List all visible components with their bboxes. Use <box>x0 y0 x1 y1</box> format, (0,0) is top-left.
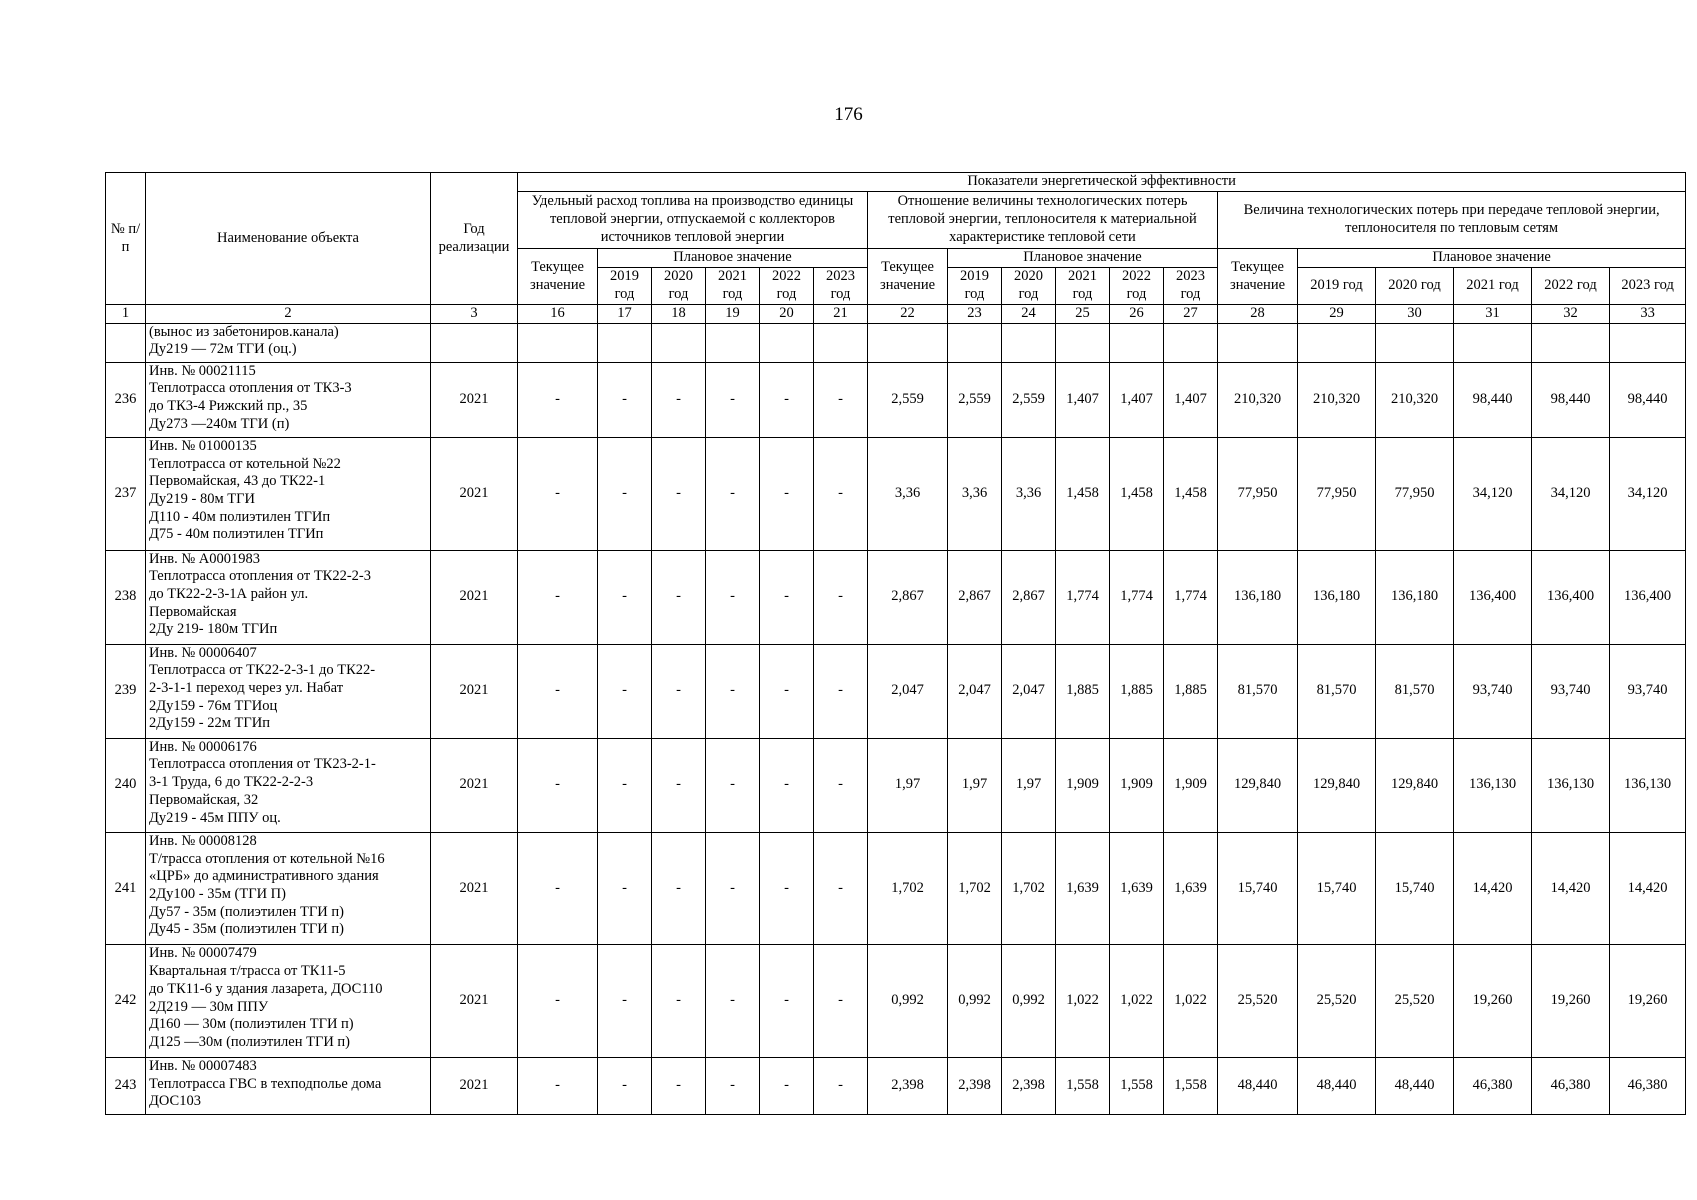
object-name-cell: Инв. № 00006176 Теплотрасса отопления от ТК23-2-1- 3-1 Труда, 6 до ТК22-2-2-3 Первомайская, 32 Ду219 - 45м ППУ оц. <box>146 738 431 832</box>
column-number-cell: 18 <box>652 305 706 324</box>
value-cell: 98,440 <box>1610 362 1686 437</box>
value-cell: - <box>518 1058 598 1115</box>
value-cell: - <box>598 644 652 738</box>
value-cell: 1,909 <box>1164 738 1218 832</box>
object-name-cell: Инв. № 00021115 Теплотрасса отопления от ТК3-3 до ТК3-4 Рижский пр., 35 Ду273 —240м ТГИ (п) <box>146 362 431 437</box>
year-cell: 2021 <box>431 362 518 437</box>
value-cell: 93,740 <box>1454 644 1532 738</box>
page-number: 176 <box>834 104 863 125</box>
value-cell: - <box>814 362 868 437</box>
cell <box>431 323 518 362</box>
value-cell: - <box>518 550 598 644</box>
value-cell: 3,36 <box>1002 438 1056 551</box>
value-cell: - <box>814 945 868 1058</box>
value-cell: - <box>706 550 760 644</box>
object-name-cell: (вынос из забетониров.канала) Ду219 — 72м ТГИ (оц.) <box>146 323 431 362</box>
value-cell: 1,885 <box>1110 644 1164 738</box>
table-row <box>106 644 1686 738</box>
value-cell: - <box>760 438 814 551</box>
value-cell: 77,950 <box>1376 438 1454 551</box>
row-number-cell: 243 <box>106 1058 146 1115</box>
value-cell: 46,380 <box>1532 1058 1610 1115</box>
value-cell: - <box>598 438 652 551</box>
value-cell: 2,867 <box>1002 550 1056 644</box>
value-cell: 210,320 <box>1298 362 1376 437</box>
value-cell: 34,120 <box>1454 438 1532 551</box>
value-cell: 25,520 <box>1298 945 1376 1058</box>
header-year-cell: 2022 год <box>760 268 814 305</box>
column-number-cell: 26 <box>1110 305 1164 324</box>
value-cell: 2,398 <box>868 1058 948 1115</box>
value-cell: - <box>760 832 814 945</box>
value-cell: - <box>760 550 814 644</box>
value-cell: 46,380 <box>1454 1058 1532 1115</box>
value-cell: 210,320 <box>1218 362 1298 437</box>
value-cell: 129,840 <box>1376 738 1454 832</box>
object-name-cell: Инв. № 00007483 Теплотрасса ГВС в техподполье дома ДОС103 <box>146 1058 431 1115</box>
value-cell: 1,702 <box>948 832 1002 945</box>
table-row <box>106 438 1686 551</box>
header-year-cell: 2019 год <box>948 268 1002 305</box>
value-cell: 1,407 <box>1110 362 1164 437</box>
value-cell: 2,867 <box>948 550 1002 644</box>
column-number-cell: 20 <box>760 305 814 324</box>
value-cell: 93,740 <box>1610 644 1686 738</box>
value-cell: 25,520 <box>1376 945 1454 1058</box>
value-cell: 15,740 <box>1218 832 1298 945</box>
row-number-cell: 237 <box>106 438 146 551</box>
header-year-cell: 2019 год <box>1298 268 1376 305</box>
column-numbers-row <box>106 305 1686 324</box>
value-cell: - <box>652 738 706 832</box>
value-cell: - <box>760 362 814 437</box>
value-cell: 1,885 <box>1056 644 1110 738</box>
value-cell: 19,260 <box>1454 945 1532 1058</box>
column-number-cell: 16 <box>518 305 598 324</box>
header-year-cell: 2021 год <box>1454 268 1532 305</box>
value-cell: 1,774 <box>1164 550 1218 644</box>
value-cell: - <box>598 362 652 437</box>
value-cell: 136,130 <box>1454 738 1532 832</box>
value-cell: 1,639 <box>1056 832 1110 945</box>
value-cell: 210,320 <box>1376 362 1454 437</box>
value-cell: - <box>814 644 868 738</box>
value-cell: 81,570 <box>1376 644 1454 738</box>
value-cell: - <box>652 438 706 551</box>
column-number-cell: 28 <box>1218 305 1298 324</box>
value-cell: - <box>814 738 868 832</box>
value-cell: - <box>652 832 706 945</box>
table-header <box>106 173 1686 324</box>
value-cell: 1,97 <box>948 738 1002 832</box>
value-cell: 1,639 <box>1164 832 1218 945</box>
header-year-cell: 2022 год <box>1532 268 1610 305</box>
value-cell: - <box>518 832 598 945</box>
column-number-cell: 2 <box>146 305 431 324</box>
header-year-cell: 2020 год <box>652 268 706 305</box>
value-cell: - <box>652 362 706 437</box>
object-name-cell: Инв. № 01000135 Теплотрасса от котельной №22 Первомайская, 43 до ТК22-1 Ду219 - 80м ТГИ Д110 - 40м полиэтилен ТГИп Д75 - 40м полиэтилен ТГИп <box>146 438 431 551</box>
column-number-cell: 25 <box>1056 305 1110 324</box>
value-cell: - <box>814 438 868 551</box>
column-number-cell: 29 <box>1298 305 1376 324</box>
value-cell: 136,400 <box>1610 550 1686 644</box>
value-cell: - <box>814 550 868 644</box>
value-cell: 0,992 <box>868 945 948 1058</box>
object-name-cell: Инв. № 00008128 Т/трасса отопления от котельной №16 «ЦРБ» до административного здания 2Ду100 - 35м (ТГИ П) Ду57 - 35м (полиэтилен ТГИ п) Ду45 - 35м (полиэтилен ТГИ п) <box>146 832 431 945</box>
value-cell: 129,840 <box>1298 738 1376 832</box>
value-cell: - <box>652 945 706 1058</box>
value-cell: 1,407 <box>1056 362 1110 437</box>
value-cell: - <box>706 1058 760 1115</box>
header-year-cell: 2023 год <box>1610 268 1686 305</box>
value-cell: 2,559 <box>948 362 1002 437</box>
value-cell: 1,909 <box>1056 738 1110 832</box>
value-cell: - <box>598 738 652 832</box>
value-cell: - <box>598 1058 652 1115</box>
value-cell: 0,992 <box>1002 945 1056 1058</box>
value-cell: 14,420 <box>1454 832 1532 945</box>
object-name-cell: Инв. № 00007479 Квартальная т/трасса от ТК11-5 до ТК11-6 у здания лазарета, ДОС110 2Д219 — 30м ППУ Д160 — 30м (полиэтилен ТГИ п) Д125 —30м (полиэтилен ТГИ п) <box>146 945 431 1058</box>
value-cell: - <box>518 438 598 551</box>
table-row <box>106 738 1686 832</box>
value-cell: 25,520 <box>1218 945 1298 1058</box>
value-cell: - <box>518 738 598 832</box>
value-cell: - <box>652 550 706 644</box>
row-number-cell: 242 <box>106 945 146 1058</box>
header-year-cell: 2020 год <box>1376 268 1454 305</box>
value-cell: 136,180 <box>1298 550 1376 644</box>
table-row <box>106 945 1686 1058</box>
table-row <box>106 1058 1686 1115</box>
value-cell: 1,022 <box>1110 945 1164 1058</box>
column-number-cell: 22 <box>868 305 948 324</box>
column-number-cell: 23 <box>948 305 1002 324</box>
value-cell: 3,36 <box>948 438 1002 551</box>
cell <box>106 323 146 362</box>
header-planned: Плановое значение <box>1298 249 1686 268</box>
value-cell: 2,559 <box>868 362 948 437</box>
value-cell: - <box>652 1058 706 1115</box>
column-number-cell: 19 <box>706 305 760 324</box>
value-cell: - <box>760 945 814 1058</box>
value-cell: 15,740 <box>1376 832 1454 945</box>
value-cell: 136,400 <box>1454 550 1532 644</box>
value-cell: 1,639 <box>1110 832 1164 945</box>
value-cell: - <box>598 945 652 1058</box>
column-number-cell: 3 <box>431 305 518 324</box>
column-number-cell: 1 <box>106 305 146 324</box>
header-year: Год реализации <box>431 173 518 305</box>
value-cell: - <box>814 1058 868 1115</box>
column-number-cell: 31 <box>1454 305 1532 324</box>
value-cell: 19,260 <box>1610 945 1686 1058</box>
value-cell: 15,740 <box>1298 832 1376 945</box>
value-cell: - <box>706 362 760 437</box>
column-number-cell: 27 <box>1164 305 1218 324</box>
value-cell: 98,440 <box>1454 362 1532 437</box>
value-cell: - <box>760 1058 814 1115</box>
year-cell: 2021 <box>431 1058 518 1115</box>
value-cell: 34,120 <box>1532 438 1610 551</box>
value-cell: 34,120 <box>1610 438 1686 551</box>
value-cell: 1,558 <box>1056 1058 1110 1115</box>
value-cell: 1,458 <box>1056 438 1110 551</box>
value-cell: - <box>706 832 760 945</box>
value-cell: 2,398 <box>948 1058 1002 1115</box>
value-cell: 14,420 <box>1532 832 1610 945</box>
column-number-cell: 21 <box>814 305 868 324</box>
value-cell: - <box>760 738 814 832</box>
header-year-cell: 2023 год <box>814 268 868 305</box>
header-group-ratio: Отношение величины технологических потерь тепловой энергии, теплоносителя к материальной характеристике тепловой сети <box>868 192 1218 249</box>
header-year-cell: 2021 год <box>706 268 760 305</box>
value-cell: 93,740 <box>1532 644 1610 738</box>
header-current: Текущее значение <box>518 249 598 305</box>
value-cell: - <box>706 738 760 832</box>
header-year-cell: 2021 год <box>1056 268 1110 305</box>
object-name-cell: Инв. № А0001983 Теплотрасса отопления от ТК22-2-3 до ТК22-2-3-1А район ул. Первомайская 2Ду 219- 180м ТГИп <box>146 550 431 644</box>
value-cell: 136,180 <box>1218 550 1298 644</box>
value-cell: 1,97 <box>868 738 948 832</box>
value-cell: 2,559 <box>1002 362 1056 437</box>
value-cell: 14,420 <box>1610 832 1686 945</box>
value-cell: - <box>814 832 868 945</box>
year-cell: 2021 <box>431 438 518 551</box>
value-cell: 136,130 <box>1610 738 1686 832</box>
value-cell: - <box>706 644 760 738</box>
value-cell: 1,885 <box>1164 644 1218 738</box>
value-cell: 1,022 <box>1164 945 1218 1058</box>
row-number-cell: 240 <box>106 738 146 832</box>
value-cell: 1,702 <box>1002 832 1056 945</box>
row-number-cell: 239 <box>106 644 146 738</box>
header-year-cell: 2019 год <box>598 268 652 305</box>
column-number-cell: 17 <box>598 305 652 324</box>
value-cell: - <box>518 362 598 437</box>
value-cell: 1,774 <box>1110 550 1164 644</box>
value-cell: 1,458 <box>1164 438 1218 551</box>
energy-efficiency-table <box>105 172 1686 1115</box>
value-cell: 48,440 <box>1298 1058 1376 1115</box>
value-cell: 46,380 <box>1610 1058 1686 1115</box>
header-group-losses: Величина технологических потерь при передаче тепловой энергии, теплоносителя по тепловым сетям <box>1218 192 1686 249</box>
value-cell: - <box>706 945 760 1058</box>
value-cell: 1,909 <box>1110 738 1164 832</box>
object-name-cell: Инв. № 00006407 Теплотрасса от ТК22-2-3-1 до ТК22- 2-3-1-1 переход через ул. Набат 2Ду159 - 76м ТГИоц 2Ду159 - 22м ТГИп <box>146 644 431 738</box>
value-cell: - <box>652 644 706 738</box>
header-planned: Плановое значение <box>598 249 868 268</box>
value-cell: 136,400 <box>1532 550 1610 644</box>
year-cell: 2021 <box>431 738 518 832</box>
value-cell: 2,047 <box>948 644 1002 738</box>
year-cell: 2021 <box>431 832 518 945</box>
value-cell: 1,407 <box>1164 362 1218 437</box>
table-body <box>106 323 1686 1114</box>
value-cell: 1,022 <box>1056 945 1110 1058</box>
row-number-cell: 241 <box>106 832 146 945</box>
value-cell: 2,047 <box>868 644 948 738</box>
row-number-cell: 238 <box>106 550 146 644</box>
table-row <box>106 550 1686 644</box>
value-cell: 2,867 <box>868 550 948 644</box>
value-cell: 0,992 <box>948 945 1002 1058</box>
year-cell: 2021 <box>431 945 518 1058</box>
value-cell: 77,950 <box>1218 438 1298 551</box>
header-year-cell: 2023 год <box>1164 268 1218 305</box>
table-row <box>106 832 1686 945</box>
header-name: Наименование объекта <box>146 173 431 305</box>
row-number-cell: 236 <box>106 362 146 437</box>
column-number-cell: 24 <box>1002 305 1056 324</box>
column-number-cell: 33 <box>1610 305 1686 324</box>
value-cell: 136,180 <box>1376 550 1454 644</box>
value-cell: 3,36 <box>868 438 948 551</box>
value-cell: - <box>598 550 652 644</box>
header-current: Текущее значение <box>1218 249 1298 305</box>
value-cell: - <box>760 644 814 738</box>
value-cell: 48,440 <box>1218 1058 1298 1115</box>
value-cell: 136,130 <box>1532 738 1610 832</box>
header-current: Текущее значение <box>868 249 948 305</box>
table-row <box>106 362 1686 437</box>
value-cell: 1,774 <box>1056 550 1110 644</box>
column-number-cell: 32 <box>1532 305 1610 324</box>
value-cell: - <box>518 644 598 738</box>
value-cell: 1,702 <box>868 832 948 945</box>
value-cell: 81,570 <box>1298 644 1376 738</box>
value-cell: 2,398 <box>1002 1058 1056 1115</box>
column-number-cell: 30 <box>1376 305 1454 324</box>
value-cell: 1,558 <box>1164 1058 1218 1115</box>
value-cell: - <box>706 438 760 551</box>
header-planned: Плановое значение <box>948 249 1218 268</box>
value-cell: 81,570 <box>1218 644 1298 738</box>
value-cell: 19,260 <box>1532 945 1610 1058</box>
value-cell: 98,440 <box>1532 362 1610 437</box>
value-cell: 1,558 <box>1110 1058 1164 1115</box>
header-no: № п/п <box>106 173 146 305</box>
value-cell: 129,840 <box>1218 738 1298 832</box>
continuation-row <box>106 323 1686 362</box>
value-cell: 48,440 <box>1376 1058 1454 1115</box>
header-group-title: Показатели энергетической эффективности <box>518 173 1686 192</box>
value-cell: 2,047 <box>1002 644 1056 738</box>
value-cell: 1,458 <box>1110 438 1164 551</box>
value-cell: 1,97 <box>1002 738 1056 832</box>
header-year-cell: 2020 год <box>1002 268 1056 305</box>
year-cell: 2021 <box>431 644 518 738</box>
value-cell: - <box>598 832 652 945</box>
value-cell: 77,950 <box>1298 438 1376 551</box>
value-cell: - <box>518 945 598 1058</box>
header-year-cell: 2022 год <box>1110 268 1164 305</box>
header-group-fuel: Удельный расход топлива на производство единицы тепловой энергии, отпускаемой с коллекторов источников тепловой энергии <box>518 192 868 249</box>
year-cell: 2021 <box>431 550 518 644</box>
